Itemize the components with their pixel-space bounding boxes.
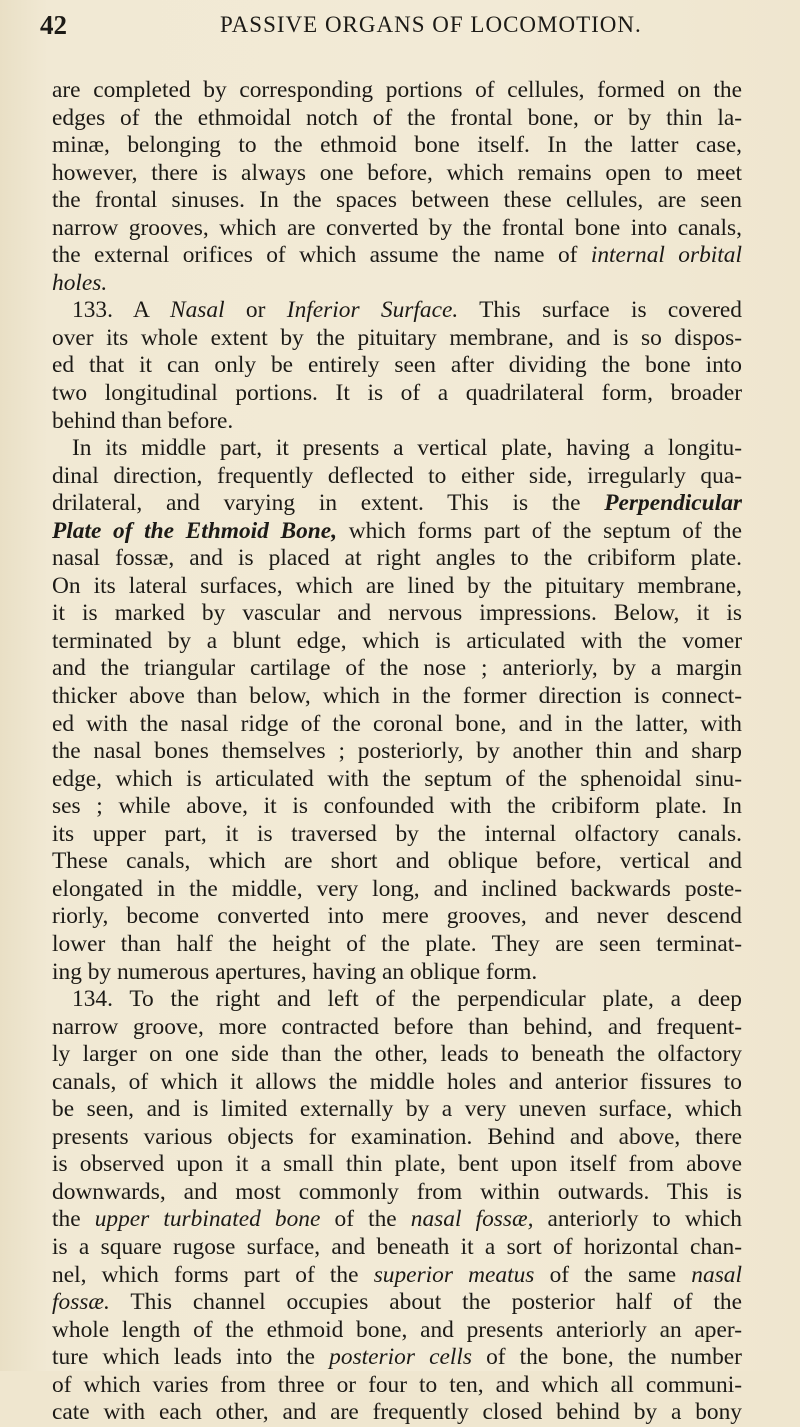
- text-run: anteriorly to which: [547, 1206, 742, 1233]
- text-line: the nasal bones themselves ; posteriorly, by another thin and sharp: [52, 738, 742, 765]
- text-line: In its middle part, it presents a vertical plate, having a longitu-: [72, 435, 742, 462]
- text-run: or: [245, 297, 266, 324]
- text-run: of the: [334, 1206, 397, 1233]
- text-run: drilateral, and varying in extent. This is the: [52, 490, 581, 517]
- text-run: the: [52, 1206, 81, 1233]
- text-line: whole length of the ethmoid bone, and presents anteriorly an aper-: [52, 1316, 742, 1343]
- text-line: terminated by a blunt edge, which is articulated with the vomer: [52, 627, 742, 654]
- text-line: ed that it can only be entirely seen after dividing the bone into: [52, 352, 742, 379]
- running-head: PASSIVE ORGANS OF LOCOMOTION.: [220, 12, 642, 37]
- text-run: of the bone, the number: [486, 1344, 742, 1371]
- italic-term: nasal: [691, 1261, 742, 1288]
- text-run: This channel occupies about the posterior half of the: [130, 1289, 742, 1316]
- text-line: and the triangular cartilage of the nose ; anteriorly, by a margin: [52, 655, 742, 682]
- text-run: nel, which forms part of the: [52, 1261, 359, 1288]
- body-text: [52, 77, 742, 1427]
- text-line: two longitudinal portions. It is of a quadrilateral form, broader: [52, 380, 742, 407]
- text-line: nasal fossæ, and is placed at right angles to the cribiform plate.: [52, 545, 742, 572]
- text-line: [52, 518, 742, 546]
- italic-term: upper turbinated bone: [94, 1206, 321, 1233]
- text-line: canals, of which it allows the middle holes and anterior fissures to: [52, 1068, 742, 1095]
- text-run: This surface is covered: [479, 297, 742, 324]
- text-line: ed with the nasal ridge of the coronal bone, and in the latter, with: [52, 710, 742, 737]
- text-line: its upper part, it is traversed by the internal olfactory canals.: [52, 820, 742, 847]
- text-line: dinal direction, frequently deflected to either side, irregularly qua-: [52, 462, 742, 489]
- italic-term: superior meatus: [373, 1261, 535, 1288]
- text-line: narrow grooves, which are converted by the frontal bone into canals,: [52, 214, 742, 241]
- text-line: however, there is always one before, which remains open to meet: [52, 159, 742, 186]
- text-line: are completed by corresponding portions of cellules, formed on the: [52, 77, 742, 103]
- text-line: cate with each other, and are frequently closed behind by a bony: [52, 1399, 742, 1426]
- text-line: the frontal sinuses. In the spaces between these cellules, are seen: [52, 187, 742, 214]
- italic-term: Plate of the Ethmoid Bone,: [52, 517, 338, 544]
- italic-term: fossæ.: [52, 1289, 110, 1316]
- text-line: elongated in the middle, very long, and inclined backwards poste-: [52, 875, 742, 902]
- text-line: be seen, and is limited externally by a very uneven surface, which: [52, 1096, 742, 1123]
- text-line: over its whole extent by the pituitary membrane, and is so dispos-: [52, 324, 742, 351]
- text-line: [52, 1289, 742, 1317]
- text-line: of which varies from three or four to ten, and which all communi-: [52, 1371, 742, 1398]
- text-run: which forms part of the septum of the: [348, 517, 742, 544]
- paragraph-133-start: [52, 297, 742, 325]
- text-line: is observed upon it a small thin plate, bent upon itself from above: [52, 1151, 742, 1178]
- italic-term: nasal fossæ,: [410, 1206, 534, 1233]
- text-run: of the same: [549, 1261, 677, 1288]
- text-line: behind than before.: [52, 407, 234, 434]
- paragraph-134-start: 134. To the right and left of the perpendicular plate, a deep: [72, 986, 742, 1013]
- text-line: minæ, belonging to the ethmoid bone itself. In the latter case,: [52, 132, 742, 159]
- italic-term: Nasal: [169, 297, 225, 324]
- text-line: edges of the ethmoidal notch of the frontal bone, or by thin la-: [52, 104, 742, 131]
- text-run: the external orifices of which assume the name of: [52, 242, 578, 269]
- text-line: is a square rugose surface, and beneath it a sort of horizontal chan-: [52, 1233, 742, 1260]
- text-line: it is marked by vascular and nervous impressions. Below, it is: [52, 600, 742, 627]
- italic-term: posterior cells: [329, 1344, 472, 1371]
- page-number: 42: [40, 10, 67, 40]
- text-line: edge, which is articulated with the septum of the sphenoidal sinu-: [52, 765, 742, 792]
- text-line: thicker above than below, which in the former direction is connect-: [52, 683, 742, 710]
- text-line: ly larger on one side than the other, leads to beneath the olfactory: [52, 1041, 742, 1068]
- page-header: [40, 10, 760, 50]
- text-line: narrow groove, more contracted before than behind, and frequent-: [52, 1013, 742, 1040]
- text-line: downwards, and most commonly from within outwards. This is: [52, 1178, 742, 1205]
- text-line: [52, 1262, 742, 1290]
- text-line: ses ; while above, it is confounded with the cribiform plate. In: [52, 793, 742, 820]
- italic-term: Inferior Surface.: [286, 297, 459, 324]
- text-run: ture which leads into the: [52, 1344, 316, 1371]
- text-line: [52, 490, 742, 518]
- italic-term: internal orbital: [590, 242, 742, 269]
- text-line: riorly, become converted into mere grooves, and never descend: [52, 903, 742, 930]
- text-line: [52, 242, 742, 270]
- italic-term: holes.: [52, 269, 108, 296]
- text-line: These canals, which are short and oblique before, vertical and: [52, 848, 742, 875]
- text-line: On its lateral surfaces, which are lined by the pituitary membrane,: [52, 572, 742, 599]
- text-line: ing by numerous apertures, having an oblique form.: [52, 958, 538, 985]
- text-run: 133. A: [72, 297, 149, 324]
- text-line: lower than half the height of the plate. They are seen terminat-: [52, 930, 742, 957]
- text-line: presents various objects for examination. Behind and above, there: [52, 1123, 742, 1150]
- italic-term: Perpendicular: [604, 490, 742, 517]
- text-line: [52, 1344, 742, 1372]
- text-line: [52, 270, 742, 298]
- text-line: [52, 1206, 742, 1234]
